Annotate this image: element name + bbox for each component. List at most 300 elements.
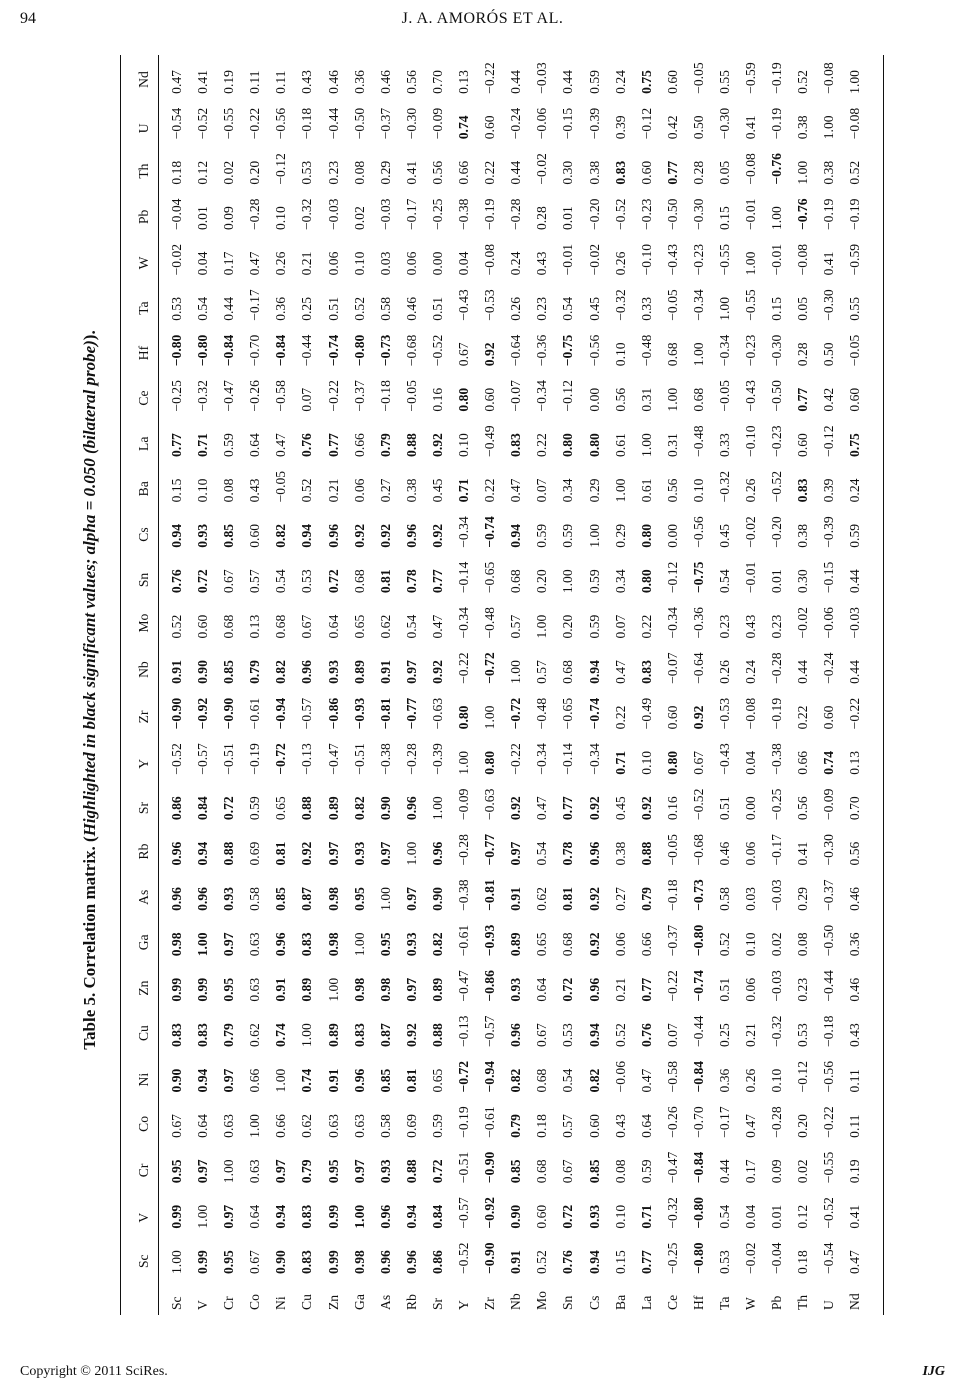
column-header: Nb [136,661,151,678]
table-cell: −0.54 [169,107,184,140]
table-cell: 0.43 [847,1023,863,1048]
table-cell: −0.17 [769,834,785,866]
table-cell: −0.51 [351,743,367,775]
table-cell: 0.92 [638,796,654,821]
table-body [158,48,869,1310]
table-cell: 1.00 [195,932,211,957]
row-label: Ce [664,1294,680,1310]
table-cell: −0.24 [821,652,837,684]
table-cell: 0.72 [429,1159,445,1184]
table-cell: 0.21 [743,1023,759,1048]
table-cell: −0.30 [769,334,785,367]
table-cell: −0.34 [716,334,732,367]
table-cell: −0.02 [743,1242,759,1274]
table-cell: 0.50 [821,342,837,367]
table-cell: −0.53 [716,697,732,730]
table-cell: 0.88 [403,1159,419,1184]
table-row [294,48,320,1310]
table-cell: 0.59 [221,433,237,457]
table-cell: −0.55 [821,1151,837,1184]
table-cell: 0.34 [612,569,628,594]
table-cell: 0.54 [560,297,576,321]
table-cell: 0.29 [377,160,393,185]
table-cell: −0.36 [534,334,550,367]
table-cell: 0.77 [638,1250,654,1274]
table-cell: 0.96 [351,1068,367,1093]
table-cell: −0.28 [769,1106,785,1138]
table-cell: −0.36 [690,607,706,639]
table-cell: 0.20 [247,160,263,185]
table-cell: 0.63 [247,977,263,1002]
table-cell: 0.41 [795,841,811,866]
table-cell: 0.83 [612,160,628,185]
table-row [555,48,581,1310]
table-cell: 1.00 [847,70,863,94]
table-cell: 0.89 [325,796,341,821]
row-label: La [638,1295,654,1310]
table-cell: 0.31 [638,387,654,412]
table-cell: −0.55 [716,243,732,276]
table-cell: 0.64 [325,614,341,639]
row-label: Sn [560,1295,576,1310]
table-cell: 0.53 [299,160,315,185]
table-cell: 0.26 [508,297,524,321]
table-cell: −0.19 [769,107,785,140]
table-cell: 0.45 [429,478,445,503]
table-cell: −0.90 [221,697,237,730]
table-cell: 0.47 [247,251,263,276]
table-cell: 0.81 [403,1068,419,1093]
table-cell: 0.96 [508,1023,524,1048]
table-cell: −0.52 [456,1242,472,1274]
table-cell: 0.26 [743,1068,759,1093]
table-cell: 0.67 [560,1159,576,1184]
table-cell: 0.62 [299,1114,315,1138]
table-cell: 0.19 [847,1159,863,1184]
table-cell: −0.02 [795,607,811,639]
table-cell: 0.74 [273,1023,289,1048]
table-cell: 0.08 [221,478,237,503]
table-cell: −0.20 [586,198,602,231]
table-cell: 0.27 [612,887,628,911]
table-cell: 0.70 [429,70,445,94]
table-row [477,48,503,1310]
table-row [373,48,399,1310]
table-cell: −0.72 [273,743,289,775]
table-cell: 0.92 [351,523,367,548]
table-cell: 0.64 [247,433,263,457]
column-header: Sn [136,572,151,588]
column-header: Ga [136,934,151,951]
table-cell: −0.17 [403,198,419,231]
table-cell: 0.25 [299,297,315,321]
table-cell: 0.83 [299,1250,315,1274]
table-cell: −0.49 [482,425,498,457]
table-cell: 0.55 [716,70,732,94]
table-cell: 0.27 [377,478,393,503]
table-cell: −0.09 [429,107,445,140]
column-header: Mo [136,613,151,633]
table-cell: −0.65 [482,561,498,594]
table-cell: 0.22 [612,705,628,730]
table-cell: −0.25 [769,788,785,821]
table-cell: −0.80 [169,334,184,367]
table-cell: 0.63 [351,1114,367,1138]
column-header: La [136,436,151,451]
table-cell: 0.28 [690,160,706,185]
caption-title: Table 5. Correlation matrix. ( [80,836,99,1050]
table-cell: 0.94 [195,1068,211,1093]
table-cell: 0.06 [325,251,341,276]
table-cell: −0.37 [351,380,367,412]
table-cell: 0.44 [221,297,237,321]
table-cell: 0.86 [169,796,184,821]
table-cell: −0.01 [743,198,759,231]
table-cell: −0.74 [690,970,706,1002]
table-cell: −0.76 [769,153,785,185]
table-cell: 0.66 [273,1114,289,1138]
table-cell: −0.34 [586,743,602,775]
table-cell: 0.97 [273,1159,289,1184]
table-cell: −0.28 [769,652,785,684]
table-cell: 0.77 [325,433,341,457]
table-cell: −0.54 [821,1242,837,1274]
table-cell: −0.43 [664,243,680,276]
table-cell: 0.93 [508,977,524,1002]
table-row [816,48,842,1310]
table-cell: 0.58 [377,297,393,321]
table-cell: 0.96 [273,932,289,957]
table-cell: −0.18 [377,380,393,412]
table-caption [75,45,105,1335]
table-cell: −0.52 [690,788,706,821]
table-cell: 0.38 [586,160,602,185]
table-cell: 0.66 [638,932,654,957]
table-cell: 0.41 [821,251,837,276]
table-cell: 0.00 [586,387,602,412]
table-cell: −0.28 [456,834,472,866]
table-cell: −0.10 [638,243,654,276]
table-cell: −0.08 [482,243,498,276]
table-cell: −0.23 [638,198,654,231]
table-cell: −0.63 [429,697,445,730]
table-cell: 0.58 [377,1114,393,1138]
table-cell: 0.29 [795,887,811,911]
table-cell: −0.12 [273,153,289,185]
table-cell: 1.00 [612,478,628,503]
table-cell: 0.07 [299,387,315,412]
table-cell: 0.08 [351,160,367,185]
table-cell: −0.18 [821,1015,837,1048]
table-cell: 0.72 [325,569,341,594]
table-cell: −0.59 [743,62,759,94]
table-cell: −0.58 [273,380,289,412]
table-cell: 0.33 [716,433,732,457]
table-cell: −0.80 [690,924,706,957]
table-cell: 0.83 [795,478,811,503]
table-cell: 0.91 [377,660,393,684]
table-corner-cell [130,1274,158,1310]
table-cell: 0.43 [743,614,759,639]
table-cell: 0.94 [273,1204,289,1229]
table-cell: 0.87 [377,1023,393,1048]
table-cell: −0.63 [482,788,498,821]
table-cell: −0.38 [456,198,472,231]
table-cell: 0.68 [664,342,680,367]
table-cell: 0.92 [377,523,393,548]
table-cell: −0.52 [169,743,184,775]
table-cell: −0.19 [847,198,863,231]
table-cell: −0.23 [769,425,785,457]
table-cell: 0.62 [534,887,550,911]
table-cell: 0.67 [247,1250,263,1274]
table-cell: 0.69 [403,1114,419,1138]
table-cell: 0.85 [221,660,237,684]
table-cell: 0.60 [195,614,211,639]
table-cell: 0.82 [508,1068,524,1093]
table-cell: 0.22 [795,705,811,730]
table-cell: 0.76 [169,569,184,594]
table-cell: 0.38 [821,160,837,185]
table-cell: −0.61 [482,1106,498,1138]
table-cell: 0.44 [795,660,811,684]
table-cell: −0.56 [690,516,706,548]
table-cell: 0.64 [195,1114,211,1138]
table-cell: 0.23 [795,977,811,1002]
table-cell: 0.28 [795,342,811,367]
table-cell: 0.96 [325,523,341,548]
table-cell: 0.52 [795,70,811,94]
table-cell: 0.09 [221,206,237,231]
row-label: Rb [403,1294,419,1310]
table-cell: 0.44 [560,70,576,94]
table-cell: 0.63 [247,932,263,957]
column-header: Cs [136,527,151,542]
table-cell: −0.25 [664,1242,680,1274]
table-cell: 0.72 [195,569,211,594]
table-cell: 0.53 [560,1023,576,1048]
table-cell: −0.94 [273,697,289,730]
table-cell: 0.26 [743,478,759,503]
table-cell: 0.52 [351,297,367,321]
table-cell: 0.84 [195,796,211,821]
table-cell: −0.90 [482,1242,498,1274]
table-cell: 0.79 [247,660,263,684]
table-cell: 0.79 [221,1023,237,1048]
table-cell: 0.93 [325,660,341,684]
table-cell: 0.20 [534,569,550,594]
table-cell: 0.94 [508,523,524,548]
table-cell: 0.83 [638,660,654,684]
table-cell: 0.59 [586,614,602,639]
table-cell: 0.21 [612,977,628,1002]
table-cell: 0.15 [169,478,184,503]
table-cell: −0.80 [351,334,367,367]
table-cell: 0.01 [195,206,211,231]
table-cell: 0.46 [847,887,863,911]
table-cell: 0.80 [482,750,498,775]
table-cell: −0.38 [769,743,785,775]
table-cell: 1.00 [743,251,759,276]
table-cell: 0.67 [299,614,315,639]
row-label: Ga [351,1294,367,1310]
table-cell: −0.34 [534,380,550,412]
table-cell: −0.55 [221,107,237,140]
table-cell: 0.44 [508,70,524,94]
table-cell: −0.52 [612,198,628,231]
table-cell: 0.86 [429,1250,445,1274]
table-cell: 0.60 [664,70,680,94]
table-cell: 0.83 [169,1023,184,1048]
column-header: V [136,1212,151,1223]
row-label: Co [247,1294,263,1310]
table-cell: −0.03 [769,879,785,911]
table-cell: −0.34 [534,743,550,775]
table-cell: −0.92 [482,1197,498,1229]
table-cell: 0.38 [403,478,419,503]
table-cell: 0.98 [325,887,341,911]
table-cell: −0.38 [456,879,472,911]
table-cell: 0.80 [586,433,602,457]
table-cell: 0.06 [743,977,759,1002]
table-cell: 0.15 [769,297,785,321]
table-cell: −0.84 [273,334,289,367]
table-cell: −0.07 [508,380,524,412]
table-cell: 0.85 [377,1068,393,1093]
table-cell: 0.33 [638,297,654,321]
table-cell: 0.91 [325,1068,341,1093]
table-cell: 0.77 [664,160,680,185]
table-cell: 0.11 [247,70,263,94]
table-cell: 0.98 [325,932,341,957]
table-cell: −0.01 [769,243,785,276]
table-cell: 0.47 [743,1114,759,1138]
table-cell: 0.85 [273,887,289,911]
table-cell: 0.17 [743,1159,759,1184]
column-header: Co [136,1115,151,1132]
table-cell: 0.52 [716,932,732,957]
table-row [399,48,425,1310]
table-cell: 0.96 [403,523,419,548]
table-cell: 0.65 [351,614,367,639]
table-cell: 0.94 [195,841,211,866]
table-cell: 0.38 [795,523,811,548]
table-cell: 0.56 [795,796,811,821]
table-cell: 0.75 [638,70,654,94]
table-cell: 0.79 [638,887,654,911]
table-cell: 0.71 [638,1204,654,1229]
table-cell: 0.90 [169,1068,184,1093]
table-cell: 0.59 [560,523,576,548]
table-cell: −0.32 [299,198,315,231]
table-cell: −0.19 [769,697,785,730]
table-cell: 0.90 [508,1204,524,1229]
table-cell: 0.81 [273,841,289,866]
table-cell: −0.50 [821,924,837,957]
table-cell: 0.26 [273,251,289,276]
table-cell: 0.44 [847,569,863,594]
table-cell: 1.00 [716,297,732,321]
table-cell: 0.60 [821,705,837,730]
row-label: Sc [169,1296,184,1310]
table-cell: 0.83 [195,1023,211,1048]
table-cell: 0.54 [195,297,211,321]
table-cell: −0.70 [690,1106,706,1138]
table-cell: −0.55 [743,289,759,321]
table-cell: 0.92 [482,342,498,367]
table-cell: −0.15 [821,561,837,594]
table-cell: 1.00 [638,433,654,457]
table-cell: −0.19 [456,1106,472,1138]
table-cell: −0.75 [690,561,706,594]
table-cell: −0.43 [743,380,759,412]
table-cell: −0.08 [821,62,837,94]
table-cell: 0.42 [821,387,837,412]
table-cell: 0.83 [351,1023,367,1048]
table-row [268,48,294,1310]
column-header: Cu [136,1025,151,1042]
table-cell: −0.59 [847,243,863,276]
table-cell: 0.89 [325,1023,341,1048]
table-cell: 0.76 [638,1023,654,1048]
table-cell: 1.00 [169,1250,184,1274]
table-cell: 0.47 [612,660,628,684]
table-cell: 0.04 [743,1204,759,1229]
table-cell: 0.59 [247,796,263,821]
table-cell: −0.51 [456,1151,472,1184]
table-cell: 0.00 [664,523,680,548]
table-cell: 0.74 [456,115,472,140]
table-cell: −0.68 [690,834,706,866]
table-row [190,48,216,1310]
table-row [425,48,451,1310]
table-cell: 0.64 [247,1204,263,1229]
row-label: Cu [299,1294,315,1310]
table-cell: 0.34 [560,478,576,503]
table-cell: 0.36 [847,932,863,957]
table-cell: −0.28 [247,198,263,231]
table-cell: −0.03 [769,970,785,1002]
table-cell: 0.97 [403,660,419,684]
table-cell: 0.04 [743,750,759,775]
row-label: Zr [482,1297,498,1310]
table-cell: 0.89 [351,660,367,684]
table-cell: −0.72 [508,697,524,730]
table-cell: 0.92 [690,705,706,730]
table-cell: 0.02 [351,206,367,231]
table-cell: −0.15 [560,107,576,140]
table-cell: −0.77 [403,697,419,730]
table-cell: 0.08 [612,1159,628,1184]
row-label: Ni [273,1296,289,1310]
table-cell: −0.75 [560,334,576,367]
table-cell: −0.18 [299,107,315,140]
table-row [451,48,477,1310]
table-cell: 0.92 [508,796,524,821]
table-cell: 0.04 [195,251,211,276]
table-cell: −0.02 [169,243,184,276]
table-cell: 0.67 [169,1114,184,1138]
rotated-table-block [75,45,895,1335]
table-cell: 0.59 [638,1159,654,1184]
row-label: Nd [847,1293,863,1310]
table-cell: 0.99 [325,1204,341,1229]
table-cell: −0.74 [586,697,602,730]
table-cell: 1.00 [586,523,602,548]
table-cell: 0.93 [221,887,237,911]
table-cell: 0.10 [351,251,367,276]
table-cell: 0.41 [195,70,211,94]
